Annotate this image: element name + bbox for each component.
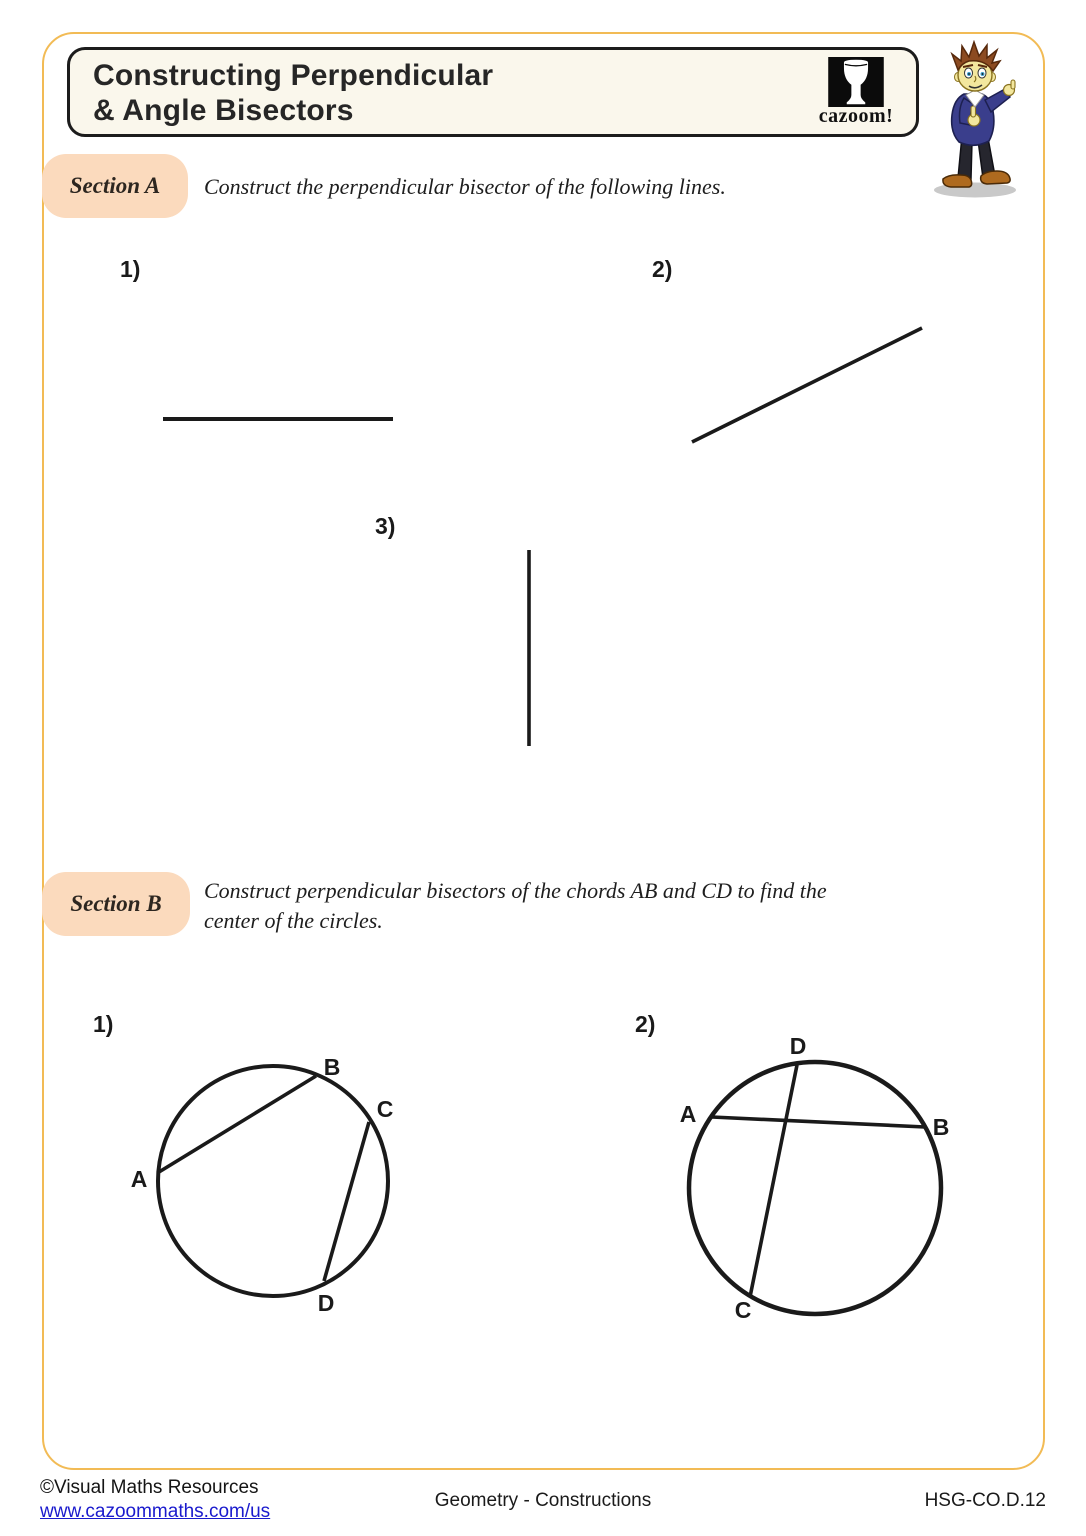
circle-2-point-a-label: A xyxy=(679,1101,697,1127)
section-b-label-text: Section B xyxy=(70,891,162,916)
section-b-label xyxy=(42,872,190,936)
page-title-line2: & Angle Bisectors xyxy=(93,94,354,127)
circle-1-point-b-label: B xyxy=(323,1054,341,1080)
footer-standard-code: HSG-CO.D.12 xyxy=(924,1490,1046,1511)
section-a-problem-1-number: 1) xyxy=(120,256,141,282)
footer-copyright: ©Visual Maths Resources xyxy=(40,1477,259,1498)
section-b-instruction-line1: Construct perpendicular bisectors of the chords AB and CD to find the xyxy=(204,878,827,903)
circle-1-point-d-label: D xyxy=(317,1290,335,1316)
mascot-boy-illustration xyxy=(925,40,1029,200)
section-a-problem-3-number: 3) xyxy=(375,513,396,539)
footer-website-link[interactable]: www.cazoommaths.com/us xyxy=(40,1501,271,1522)
worksheet-page-border xyxy=(42,32,1045,1470)
section-a-problem-2-number: 2) xyxy=(652,256,673,282)
footer-topic: Geometry - Constructions xyxy=(434,1490,652,1511)
section-b-problem-2-number: 2) xyxy=(635,1011,656,1037)
cazoom-logo-text: cazoom! xyxy=(818,105,894,127)
cazoom-logo xyxy=(808,55,904,128)
circle-2-point-b-label: B xyxy=(932,1114,950,1140)
circle-2-point-d-label: D xyxy=(789,1033,807,1059)
djembe-drum-icon xyxy=(828,57,884,107)
section-b-instruction xyxy=(204,876,924,936)
section-a-instruction: Construct the perpendicular bisector of the following lines. xyxy=(204,174,726,199)
circle-1-point-a-label: A xyxy=(130,1166,148,1192)
page-title xyxy=(93,58,493,128)
circle-2-point-c-label: C xyxy=(734,1297,752,1323)
section-a-label-text: Section A xyxy=(69,173,161,198)
section-b-instruction-line2: center of the circles. xyxy=(204,908,383,933)
worksheet-header xyxy=(67,47,919,137)
circle-1-point-c-label: C xyxy=(376,1096,394,1122)
section-a-label xyxy=(42,154,188,218)
section-b-problem-1-number: 1) xyxy=(93,1011,114,1037)
page-title-line1: Constructing Perpendicular xyxy=(93,59,494,92)
